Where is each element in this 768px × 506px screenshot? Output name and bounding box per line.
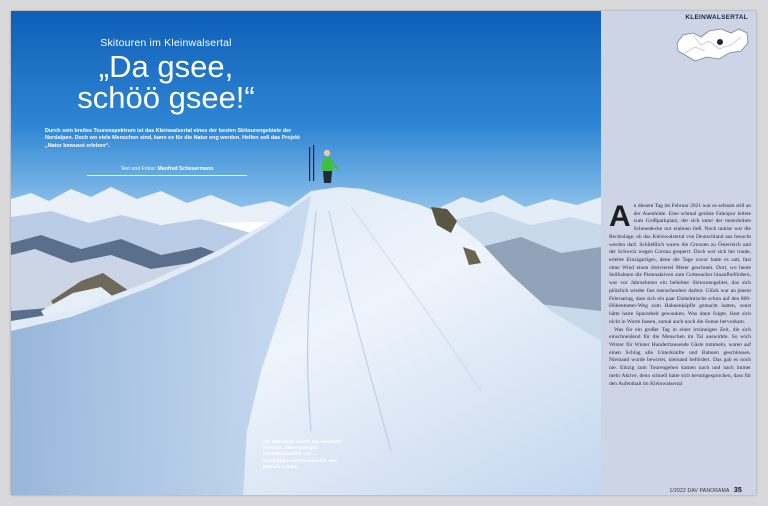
- author-credit: [87, 166, 247, 176]
- issue-number: 1/2022: [669, 488, 686, 494]
- drop-cap: A: [609, 200, 631, 233]
- photo-caption: Am Hählekopf schafft das bewährte Konzept „Skibergsteigen umweltfreundlich“ ein funktionierendes Miteinander von Mensch & Natur.: [263, 439, 341, 469]
- region-label: KLEINWALSERTAL: [685, 14, 748, 21]
- page-number: 35: [733, 487, 742, 494]
- region-locator-map-icon: [673, 23, 751, 65]
- intro-text: Durch sein breites Tourenspektrum ist das Kleinwalsertal eines der besten Skitourengebiete der Nordalpen. Doch wo viele Menschen sind, kann es für die Natur eng werden. Helfen soll das Projekt „Natur bewusst erleben“.: [45, 128, 300, 149]
- article-body: [609, 200, 751, 388]
- magazine-name: DAV PANORAMA: [687, 488, 730, 494]
- article-paragraph: Was für ein großer Tag in einer irrsinnigen Zeit, die sich einschneidend für die Menschen im Tal auswirkte. So wich Winter für Winter Hunderttausende Gäste tummeln, waren auf einen Schlag alle Unterkünfte und Bahnen geschlossen. Niemand wurde bewirtet, niemand befördert. Das gab es noch nie. Einzig zum Tourengehen kamen nach und nach immer mehr Aktive, denn schnell hatte sich herumgesprochen, dass für den Aufenthalt im Kleinwalsertal: [609, 326, 751, 387]
- credit-prefix: Text und Fotos:: [120, 166, 158, 172]
- headline-line-2: schöö gsee!“: [77, 80, 255, 115]
- kicker: Skitouren im Kleinwalsertal: [100, 37, 232, 49]
- credit-name: Manfred Scheuermann: [157, 166, 214, 172]
- location-marker-icon: [717, 39, 723, 45]
- headline: [11, 51, 321, 113]
- hero-photo: [11, 11, 601, 495]
- article-paragraph: An diesem Tag im Februar 2021 war es seltsam still an der Auenhütte. Eine schmal geräste Fahrspur leitete zum Großparkplatz, der sich unter der meterhohen Schneedecke nur erahnen ließ. Noch unklar war die Rechtslage, ob das Kleinwalsertal von Deutschland aus besucht werden darf. Schließlich waren die Grenzen zu Österreich und der Schweiz wegen Corona gesperrt. Doch wer sich her traute, erlebte Einzigartiges, denn die Tage zuvor hatte es satt, fast ohne Wind einen dreiviertel Meter geschneit. Dort, wo heute Seilbahnen die Pistenaktiven zum Gottesacker hinaufbefördern, war vor Jahrzehnten ein beliebter Skitourengebiet, das sich plötzlich wieder fast menschenleer darbot. Glück war an jenem Februartag, dass sich ein paar Einheimische schon auf den 800-Höhenmeter-Weg zum Hahnenköpfle gemacht hatten, sonst hätte harte Spurarbeit gewunken. Was dann folgte, lässt sich nicht in Worte fassen, zumal auch noch die Sonne hervorkam.: [609, 200, 751, 325]
- page-footer: [669, 487, 742, 494]
- headline-line-1: „Da gsee,: [98, 49, 234, 84]
- magazine-spread: [11, 11, 756, 495]
